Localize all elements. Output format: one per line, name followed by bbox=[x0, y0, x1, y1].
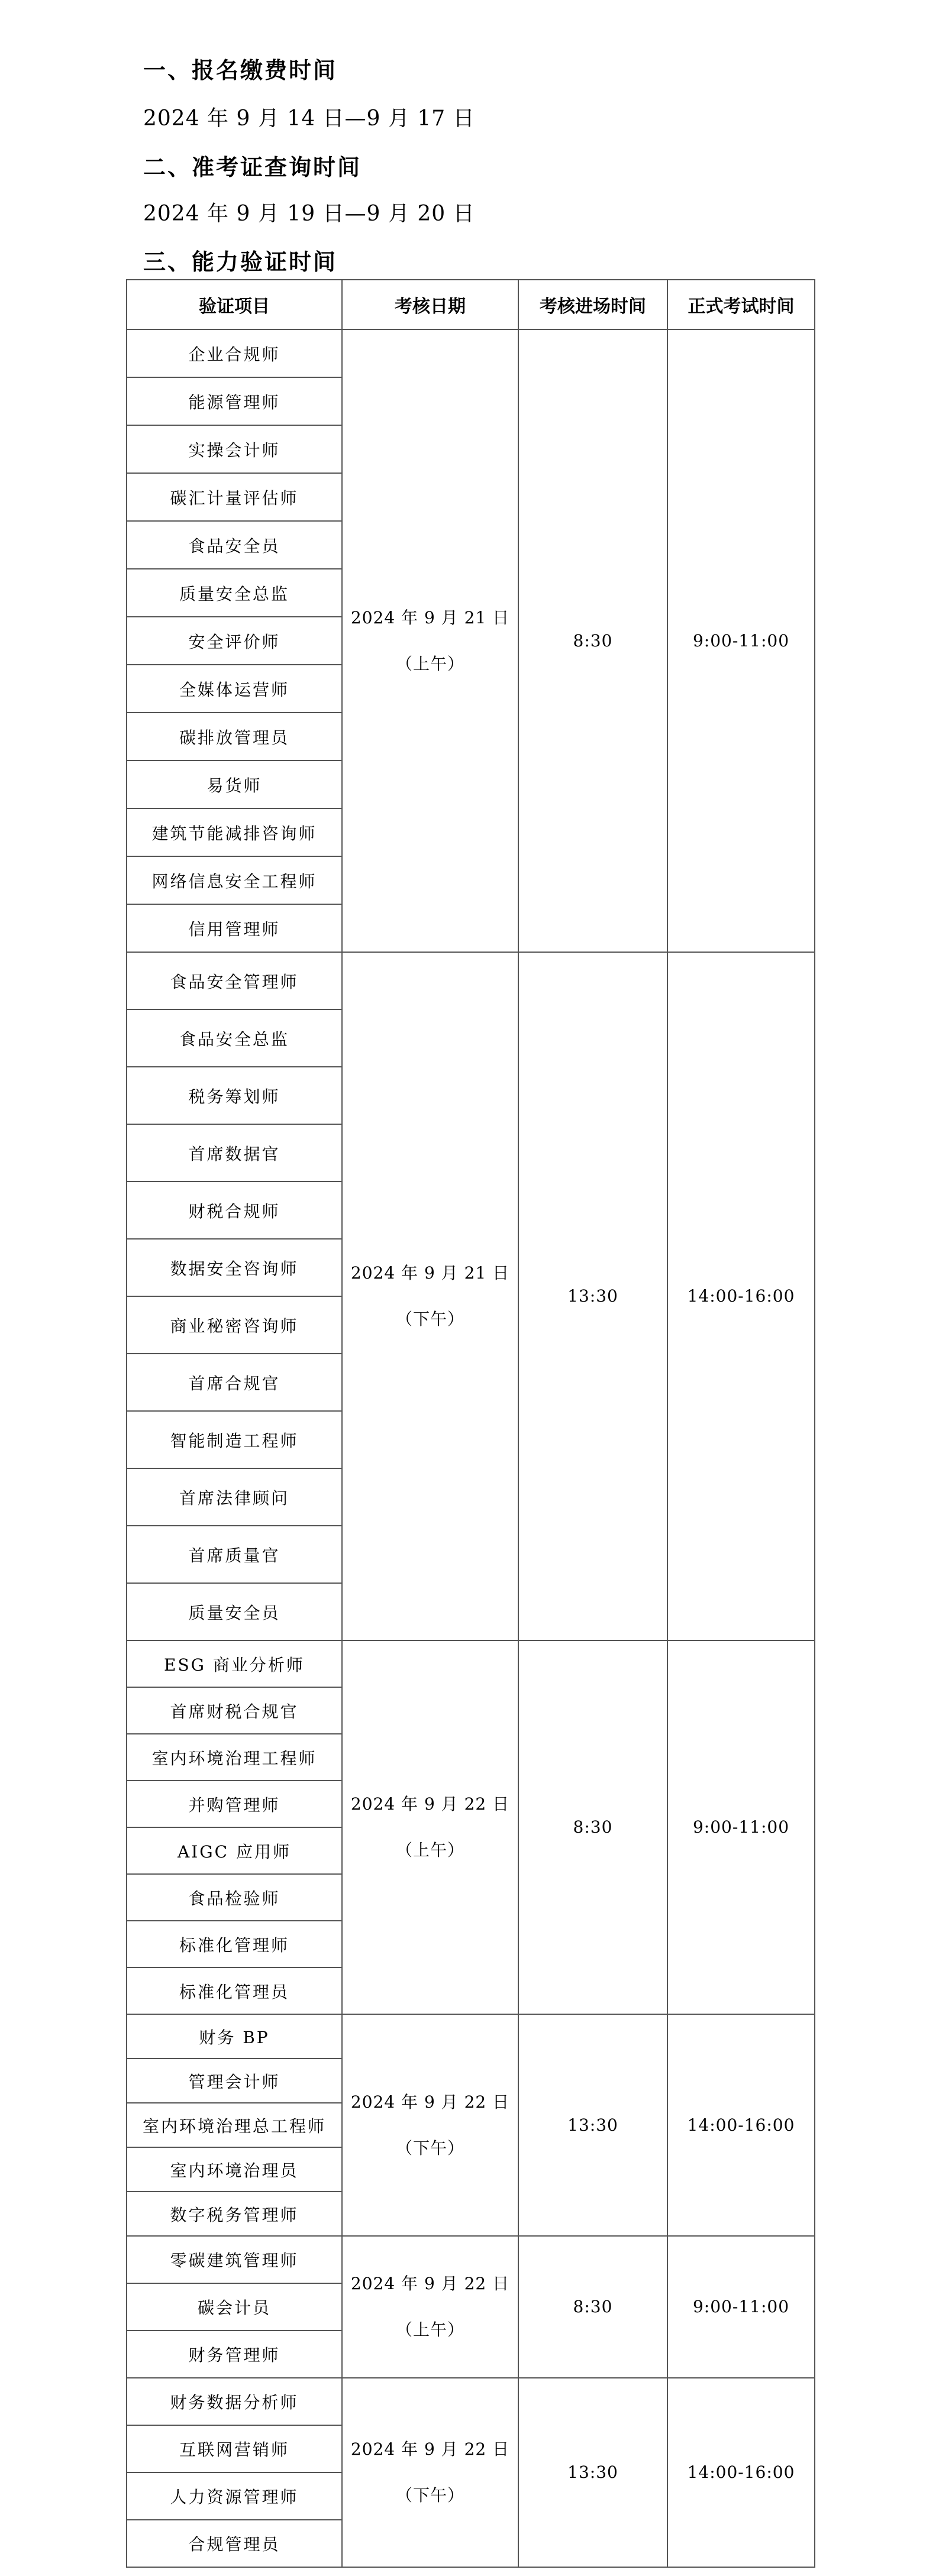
exam-time-cell: 14:00-16:00 bbox=[667, 2014, 815, 2236]
item-cell: 企业合规师 bbox=[127, 329, 342, 377]
item-cell: 标准化管理师 bbox=[127, 1921, 342, 1967]
session-label: （下午） bbox=[395, 1309, 464, 1329]
session-label: （上午） bbox=[395, 653, 464, 674]
date-cell bbox=[342, 2378, 518, 2567]
table-row bbox=[127, 2378, 815, 2425]
date-cell bbox=[342, 952, 518, 1640]
entry-time-cell: 8:30 bbox=[518, 2236, 667, 2378]
date-cell bbox=[342, 2236, 518, 2378]
item-cell: 安全评价师 bbox=[127, 617, 342, 665]
item-cell: 首席数据官 bbox=[127, 1124, 342, 1182]
registration-period: 2024 年 9 月 14 日—9 月 17 日 bbox=[143, 106, 475, 131]
item-cell: 建筑节能减排咨询师 bbox=[127, 808, 342, 856]
item-cell: 首席财税合规官 bbox=[127, 1687, 342, 1734]
item-cell: 首席法律顾问 bbox=[127, 1468, 342, 1526]
item-cell: 碳排放管理员 bbox=[127, 713, 342, 760]
item-cell: 人力资源管理师 bbox=[127, 2473, 342, 2520]
item-cell: 数据安全咨询师 bbox=[127, 1239, 342, 1296]
section-heading-registration: 一、报名缴费时间 bbox=[143, 57, 338, 83]
item-cell: 首席质量官 bbox=[127, 1526, 342, 1583]
item-cell: 合规管理员 bbox=[127, 2520, 342, 2567]
item-cell: ESG 商业分析师 bbox=[127, 1640, 342, 1687]
table-row bbox=[127, 1640, 815, 1687]
item-cell: 信用管理师 bbox=[127, 904, 342, 952]
item-cell: 质量安全总监 bbox=[127, 569, 342, 617]
exam-time-cell: 9:00-11:00 bbox=[667, 2236, 815, 2378]
date-cell bbox=[342, 329, 518, 952]
item-cell: 标准化管理员 bbox=[127, 1967, 342, 2014]
date-label: 2024 年 9 月 21 日 bbox=[350, 1263, 510, 1283]
entry-time-cell: 13:30 bbox=[518, 952, 667, 1640]
exam-time-cell: 14:00-16:00 bbox=[667, 2378, 815, 2567]
item-cell: 首席合规官 bbox=[127, 1354, 342, 1411]
header-item: 验证项目 bbox=[127, 280, 342, 329]
item-cell: 碳汇计量评估师 bbox=[127, 473, 342, 521]
exam-schedule-table bbox=[126, 279, 815, 2568]
admission-ticket-period: 2024 年 9 月 19 日—9 月 20 日 bbox=[143, 202, 475, 226]
date-label: 2024 年 9 月 21 日 bbox=[350, 607, 510, 627]
table-header-row bbox=[127, 280, 815, 329]
item-cell: 智能制造工程师 bbox=[127, 1411, 342, 1468]
table-row bbox=[127, 329, 815, 377]
item-cell: 税务筹划师 bbox=[127, 1067, 342, 1124]
session-label: （上午） bbox=[395, 1840, 464, 1860]
item-cell: 室内环境治理工程师 bbox=[127, 1734, 342, 1781]
item-cell: 食品安全管理师 bbox=[127, 952, 342, 1009]
item-cell: 财务管理师 bbox=[127, 2331, 342, 2378]
item-cell: 易货师 bbox=[127, 760, 342, 808]
session-label: （下午） bbox=[395, 2138, 464, 2158]
entry-time-cell: 13:30 bbox=[518, 2378, 667, 2567]
entry-time-cell: 8:30 bbox=[518, 1640, 667, 2014]
entry-time-cell: 13:30 bbox=[518, 2014, 667, 2236]
table-row bbox=[127, 2236, 815, 2283]
date-cell bbox=[342, 1640, 518, 2014]
section-heading-exam-time: 三、能力验证时间 bbox=[143, 249, 338, 275]
exam-time-cell: 9:00-11:00 bbox=[667, 1640, 815, 2014]
header-exam-time: 正式考试时间 bbox=[667, 280, 815, 329]
item-cell: 财务数据分析师 bbox=[127, 2378, 342, 2425]
item-cell: 食品安全总监 bbox=[127, 1009, 342, 1067]
date-label: 2024 年 9 月 22 日 bbox=[350, 2439, 510, 2459]
header-entry-time: 考核进场时间 bbox=[518, 280, 667, 329]
table-body bbox=[127, 329, 815, 2567]
item-cell: 数字税务管理师 bbox=[127, 2192, 342, 2236]
exam-time-cell: 14:00-16:00 bbox=[667, 952, 815, 1640]
item-cell: 并购管理师 bbox=[127, 1781, 342, 1827]
table-row bbox=[127, 2014, 815, 2059]
session-label: （下午） bbox=[395, 2486, 464, 2505]
item-cell: 实操会计师 bbox=[127, 425, 342, 473]
item-cell: 质量安全员 bbox=[127, 1583, 342, 1640]
date-cell bbox=[342, 2014, 518, 2236]
date-label: 2024 年 9 月 22 日 bbox=[350, 2274, 510, 2293]
item-cell: 财务 BP bbox=[127, 2014, 342, 2059]
item-cell: 食品检验师 bbox=[127, 1874, 342, 1921]
date-label: 2024 年 9 月 22 日 bbox=[350, 2092, 510, 2112]
session-label: （上午） bbox=[395, 2320, 464, 2339]
item-cell: 网络信息安全工程师 bbox=[127, 856, 342, 904]
header-date: 考核日期 bbox=[342, 280, 518, 329]
item-cell: 全媒体运营师 bbox=[127, 665, 342, 713]
item-cell: 管理会计师 bbox=[127, 2059, 342, 2103]
entry-time-cell: 8:30 bbox=[518, 329, 667, 952]
item-cell: 能源管理师 bbox=[127, 377, 342, 425]
item-cell: 零碳建筑管理师 bbox=[127, 2236, 342, 2283]
item-cell: 室内环境治理员 bbox=[127, 2147, 342, 2192]
section-heading-admission-ticket: 二、准考证查询时间 bbox=[143, 154, 362, 180]
item-cell: 食品安全员 bbox=[127, 521, 342, 569]
table-row bbox=[127, 952, 815, 1009]
item-cell: 商业秘密咨询师 bbox=[127, 1296, 342, 1354]
item-cell: 财税合规师 bbox=[127, 1182, 342, 1239]
item-cell: 互联网营销师 bbox=[127, 2425, 342, 2473]
item-cell: 碳会计员 bbox=[127, 2283, 342, 2331]
exam-time-cell: 9:00-11:00 bbox=[667, 329, 815, 952]
date-label: 2024 年 9 月 22 日 bbox=[350, 1794, 510, 1814]
item-cell: 室内环境治理总工程师 bbox=[127, 2103, 342, 2147]
item-cell: AIGC 应用师 bbox=[127, 1827, 342, 1874]
